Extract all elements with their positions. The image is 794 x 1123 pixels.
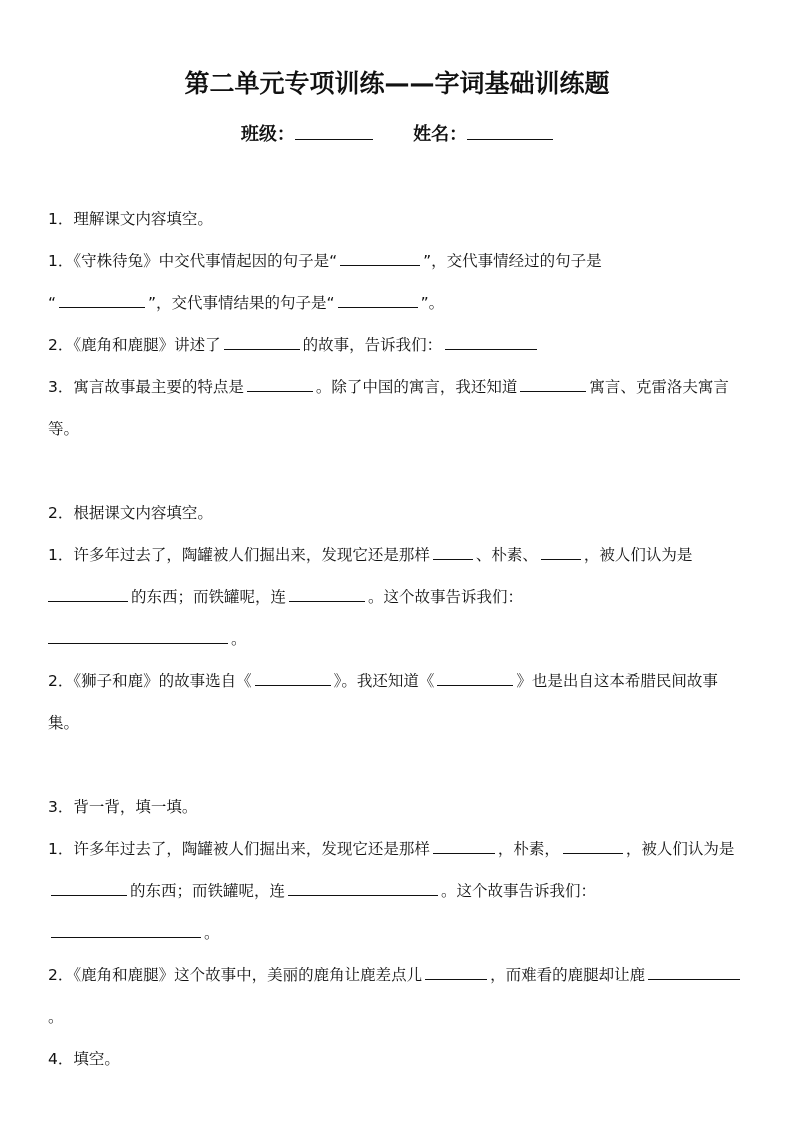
question-item: 1．《守株待兔》中交代事情起因的句子是“ ”，交代事情经过的句子是 “ ”，交代事情结果的句子是“ ”。 xyxy=(48,252,602,312)
answer-blank xyxy=(247,376,313,392)
answer-blank xyxy=(51,922,201,938)
question-item: 2．《鹿角和鹿腿》这个故事中，美丽的鹿角让鹿差点儿 ，而难看的鹿腿却让鹿。 xyxy=(48,954,748,1038)
answer-blank xyxy=(425,964,487,980)
answer-blank xyxy=(338,292,418,308)
section-heading: 2．根据课文内容填空。 xyxy=(48,504,213,522)
exercise-content xyxy=(48,198,748,1080)
class-label: 班级： xyxy=(240,124,295,145)
answer-blank xyxy=(433,838,495,854)
answer-blank xyxy=(340,250,420,266)
question-item: 1．许多年过去了，陶罐被人们掘出来，发现它还是那样 ，朴素， ，被人们认为是的东西；而铁罐呢，连 。这个故事告诉我们：。 xyxy=(48,840,735,942)
question-item: 3．寓言故事最主要的特点是 。除了中国的寓言，我还知道 寓言、克雷洛夫寓言等。 xyxy=(48,378,729,438)
name-label: 姓名： xyxy=(413,124,468,145)
section-heading: 3．背一背，填一填。 xyxy=(48,798,198,816)
student-info xyxy=(0,120,794,146)
answer-blank xyxy=(48,628,228,644)
answer-blank xyxy=(563,838,623,854)
class-field xyxy=(241,120,373,146)
question-item: 1．许多年过去了，陶罐被人们掘出来，发现它还是那样 、朴素、 ，被人们认为是 的东西；而铁罐呢，连 。这个故事告诉我们： 。 xyxy=(48,546,693,648)
answer-blank xyxy=(648,964,740,980)
answer-blank xyxy=(445,334,537,350)
answer-blank xyxy=(59,292,145,308)
answer-blank xyxy=(255,670,331,686)
answer-blank xyxy=(48,586,128,602)
question-item: 2．《狮子和鹿》的故事选自《 》。我还知道《 》也是出自这本希腊民间故事集。 xyxy=(48,672,718,732)
answer-blank xyxy=(224,334,300,350)
answer-blank xyxy=(520,376,586,392)
answer-blank xyxy=(541,544,581,560)
answer-blank xyxy=(437,670,513,686)
class-blank xyxy=(295,122,373,140)
answer-blank xyxy=(288,880,438,896)
answer-blank xyxy=(433,544,473,560)
question-item: 2．《鹿角和鹿腿》讲述了 的故事，告诉我们： xyxy=(48,324,748,366)
section-heading: 4．填空。 xyxy=(48,1050,120,1068)
answer-blank xyxy=(51,880,127,896)
section-heading: 1．理解课文内容填空。 xyxy=(48,210,213,228)
answer-blank xyxy=(289,586,365,602)
page-title: 第二单元专项训练——字词基础训练题 xyxy=(184,69,610,98)
name-blank xyxy=(467,122,553,140)
name-field xyxy=(413,120,553,146)
